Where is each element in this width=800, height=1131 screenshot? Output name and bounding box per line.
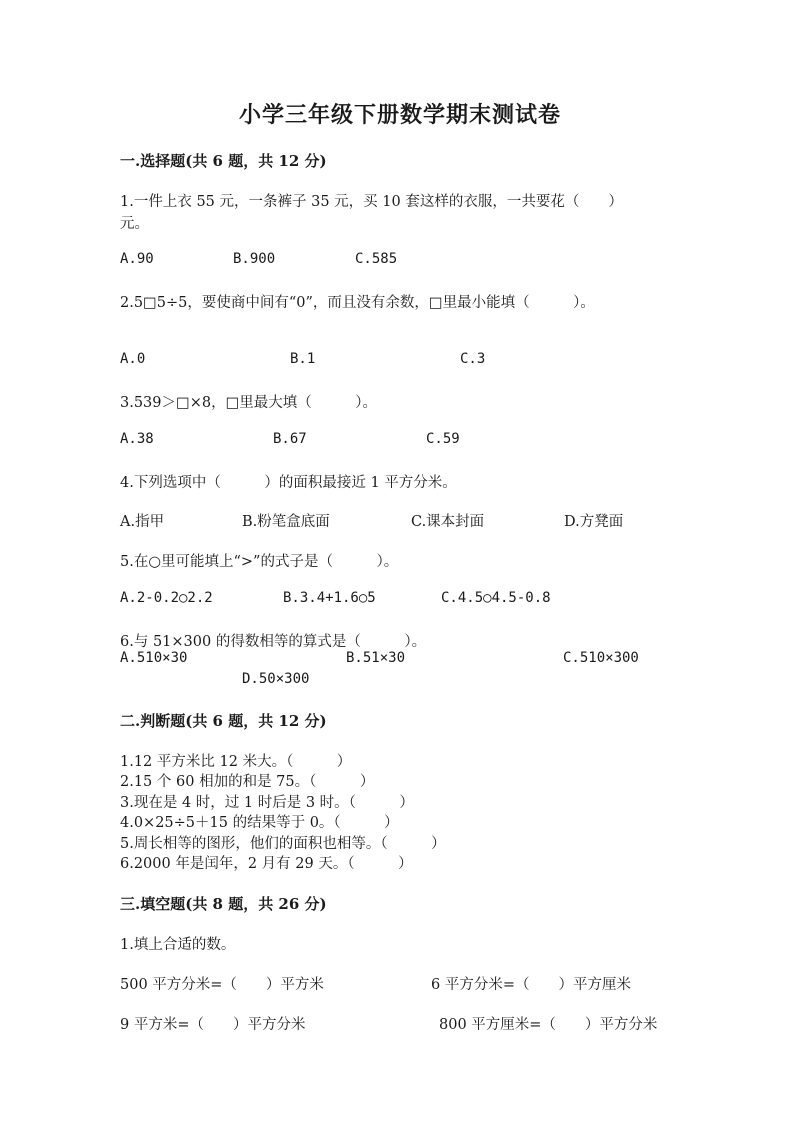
q1-option-a: A.90 [120,251,154,267]
q6-option-b: B.51×30 [346,650,406,666]
q3-option-a: A.38 [120,431,154,447]
question-6-text: 6.与 51×300 的得数相等的算式是（ ）。 [120,634,427,650]
question-4-text: 4.下列选项中（ ）的面积最接近 1 平方分米。 [120,475,457,491]
judge-item: 2.15 个 60 相加的和是 75。（ ） [120,774,375,790]
q6-option-c: C.510×300 [563,650,639,666]
q2-option-a: A.0 [120,351,146,367]
section-heading-judge: 二.判断题(共 6 题，共 12 分) [120,712,327,730]
fill-blank-1a: 500 平方分米=（ ）平方米 [120,977,324,993]
fill-question-1-text: 1.填上合适的数。 [120,937,236,953]
q6-option-a: A.510×30 [120,650,188,666]
q3-option-c: C.59 [426,431,460,447]
question-5-text: 5.在○里可能填上“>”的式子是（ ）。 [120,554,399,570]
fill-blank-1b: 6 平方分米=（ ）平方厘米 [431,977,631,993]
judge-item: 3.现在是 4 时，过 1 时后是 3 时。（ ） [120,795,414,811]
q4-option-b: B.粉笔盒底面 [242,514,330,530]
q4-option-c: C.课本封面 [411,514,485,530]
question-1-text: 1.一件上衣 55 元，一条裤子 35 元，买 10 套这样的衣服，一共要花（ ） [120,194,623,210]
q5-option-a: A.2-0.2○2.2 [120,590,213,606]
fill-blank-2b: 800 平方厘米=（ ）平方分米 [439,1017,658,1033]
q3-option-b: B.67 [273,431,307,447]
q2-option-c: C.3 [460,351,486,367]
fill-blank-2a: 9 平方米=（ ）平方分米 [120,1017,306,1033]
q6-option-d: D.50×300 [242,671,310,687]
section-heading-fill: 三.填空题(共 8 题，共 26 分) [120,895,327,913]
question-1-text-cont: 元。 [120,216,149,232]
q1-option-b: B.900 [233,251,276,267]
judge-item: 5.周长相等的图形，他们的面积也相等。（ ） [120,836,446,852]
judge-item: 1.12 平方米比 12 米大。（ ） [120,754,352,770]
q5-option-b: B.3.4+1.6○5 [283,590,376,606]
q2-option-b: B.1 [290,351,316,367]
q4-option-d: D.方凳面 [564,514,624,530]
q1-option-c: C.585 [355,251,398,267]
question-3-text: 3.539＞□×8，□里最大填（ ）。 [120,395,378,411]
judge-item: 4.0×25÷5＋15 的结果等于 0。（ ） [120,815,399,831]
q4-option-a: A.指甲 [120,514,165,530]
judge-item: 6.2000 年是闰年，2 月有 29 天。（ ） [120,856,413,872]
q5-option-c: C.4.5○4.5-0.8 [441,590,551,606]
page-title: 小学三年级下册数学期末测试卷 [238,102,561,128]
question-2-text: 2.5□5÷5，要使商中间有“0”，而且没有余数，□里最小能填（ ）。 [120,295,595,311]
section-heading-choice: 一.选择题(共 6 题，共 12 分) [120,152,327,170]
